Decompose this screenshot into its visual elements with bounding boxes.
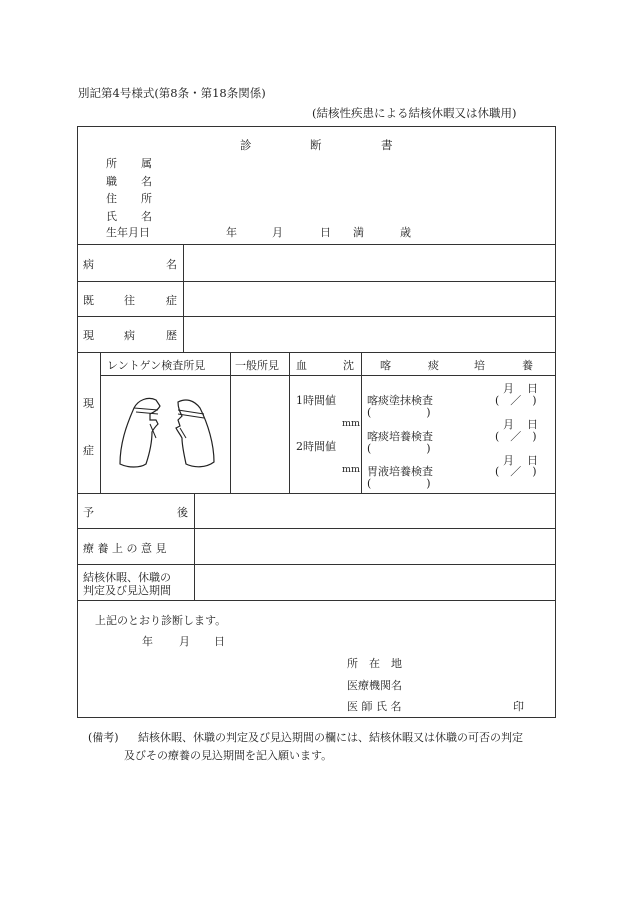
institution-label: 医療機関名	[347, 679, 402, 692]
past-history-label-2: 往	[124, 294, 135, 307]
name-label-2: 名	[141, 210, 152, 223]
findings-side-label-1: 現	[83, 397, 94, 410]
sputum-header-2: 痰	[428, 359, 439, 372]
address-label-2: 所	[141, 192, 152, 205]
name-label-1: 氏	[106, 210, 117, 223]
title-char-1: 診	[240, 138, 252, 152]
birth-year-label: 年	[226, 226, 237, 239]
leave-judgment-label-1: 結核休暇、休職の	[83, 571, 171, 584]
form-purpose: (結核性疾患による結核休暇又は休職用)	[312, 106, 517, 120]
leave-judgment-label-2: 判定及び見込期間	[83, 584, 171, 597]
disease-name-label-1: 病	[83, 258, 94, 271]
smear-day-label: 日	[527, 382, 538, 395]
seal-label: 印	[513, 700, 524, 713]
age-label: 歳	[400, 226, 411, 239]
current-history-label-1: 現	[83, 329, 94, 342]
smear-result-slot: ( )	[367, 406, 431, 419]
cert-month-label: 月	[179, 635, 190, 648]
affiliation-label-1: 所	[106, 157, 117, 170]
xray-header: レントゲン検査所見	[107, 359, 206, 372]
note-line-2: 及びその療養の見込期間を記入願います。	[124, 749, 333, 762]
gastric-date-slot: ( ／ )	[495, 465, 537, 478]
disease-name-label-2: 名	[166, 258, 177, 271]
gastric-month-label: 月	[503, 454, 514, 467]
title-char-2: 断	[310, 138, 322, 152]
prognosis-label-2: 後	[177, 506, 188, 519]
address-label-1: 住	[106, 192, 117, 205]
location-label: 所 在 地	[347, 657, 402, 670]
smear-test-label: 喀痰塗抹検査	[367, 394, 433, 407]
position-label-1: 職	[106, 175, 117, 188]
culture-month-label: 月	[503, 418, 514, 431]
care-opinion-label: 療 養 上 の 意 見	[83, 542, 167, 555]
certification-statement: 上記のとおり診断します。	[95, 614, 227, 627]
findings-side-label-2: 症	[83, 444, 94, 457]
gastric-test-label: 胃液培養検査	[367, 465, 433, 478]
birth-day-label: 日	[320, 226, 331, 239]
esr-2h-label: 2時間値	[296, 440, 336, 453]
esr-1h-label: 1時間値	[296, 394, 336, 407]
sputum-header-1: 喀	[380, 359, 391, 372]
doctor-name-label: 医 師 氏 名	[347, 700, 402, 713]
gastric-day-label: 日	[527, 454, 538, 467]
esr-2h-unit: mm	[342, 464, 361, 475]
culture-test-label: 喀痰培養検査	[367, 430, 433, 443]
age-full-label: 満	[353, 226, 364, 239]
cert-day-label: 日	[214, 635, 225, 648]
position-label-2: 名	[141, 175, 152, 188]
past-history-label-1: 既	[83, 294, 94, 307]
culture-date-slot: ( ／ )	[495, 430, 537, 443]
cert-year-label: 年	[142, 635, 153, 648]
prognosis-label-1: 予	[83, 506, 94, 519]
note-line-1: 結核休暇、休職の判定及び見込期間の欄には、結核休暇又は休職の可否の判定	[138, 731, 523, 744]
esr-1h-unit: mm	[342, 418, 361, 429]
current-history-label-3: 歴	[166, 329, 177, 342]
birthdate-label: 生年月日	[106, 226, 150, 239]
culture-result-slot: ( )	[367, 442, 431, 455]
general-findings-header: 一般所見	[235, 359, 279, 372]
form-number: 別記第4号様式(第8条・第18条関係)	[78, 86, 266, 100]
smear-date-slot: ( ／ )	[495, 394, 537, 407]
current-history-label-2: 病	[124, 329, 135, 342]
lung-diagram-icon	[112, 392, 220, 472]
sputum-header-3: 培	[474, 359, 485, 372]
past-history-label-3: 症	[166, 294, 177, 307]
affiliation-label-2: 属	[141, 157, 152, 170]
culture-day-label: 日	[527, 418, 538, 431]
gastric-result-slot: ( )	[367, 477, 431, 490]
smear-month-label: 月	[503, 382, 514, 395]
note-label: (備考)	[88, 731, 119, 744]
esr-header-2: 沈	[343, 359, 354, 372]
esr-header-1: 血	[296, 359, 307, 372]
birth-month-label: 月	[272, 226, 283, 239]
sputum-header-4: 養	[522, 359, 533, 372]
title-char-3: 書	[381, 138, 393, 152]
